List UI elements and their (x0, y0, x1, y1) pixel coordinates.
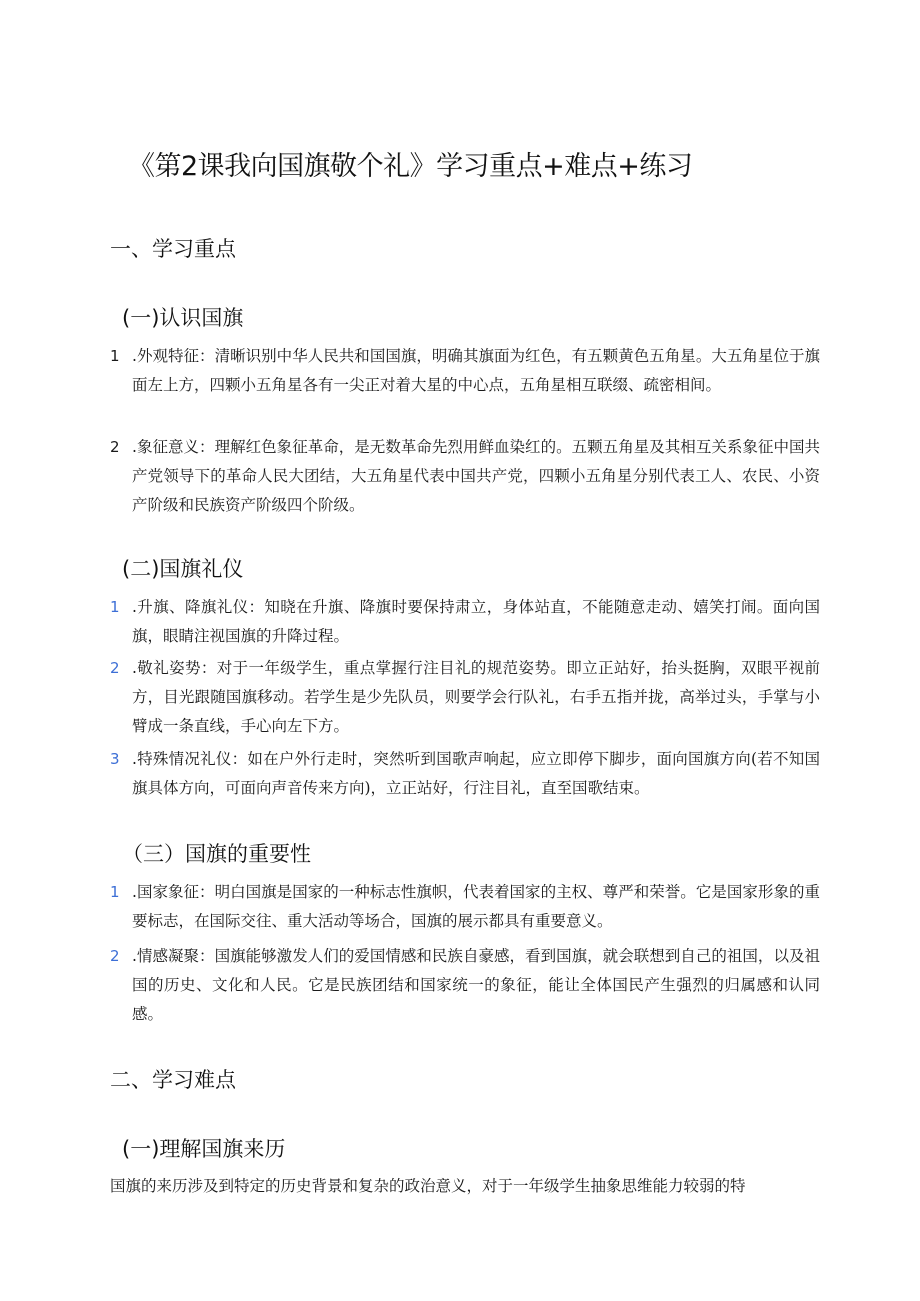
list-item-text: .国家象征：明白国旗是国家的一种标志性旗帜，代表着国家的主权、尊严和荣誉。它是国家形象的重要标志，在国际交往、重大活动等场合，国旗的展示都具有重要意义。 (132, 883, 820, 930)
list-item-text: .升旗、降旗礼仪：知晓在升旗、降旗时要保持肃立，身体站直，不能随意走动、嬉笑打闹。面向国旗，眼睛注视国旗的升降过程。 (132, 598, 820, 645)
list-item (110, 745, 820, 803)
list-item-number: 1 (110, 883, 120, 901)
list-item-number: 2 (110, 659, 120, 677)
list-item (110, 593, 820, 651)
list-item (110, 342, 820, 400)
list-item-number: 1 (110, 347, 120, 365)
list-item-number: 1 (110, 598, 120, 616)
document-title: 《第2课我向国旗敬个礼》学习重点+难点+练习 (128, 151, 693, 182)
list-item-text: .敬礼姿势：对于一年级学生，重点掌握行注目礼的规范姿势。即立正站好，抬头挺胸，双眼平视前方，目光跟随国旗移动。若学生是少先队员，则要学会行队礼，右手五指并拢，高举过头，手掌与小臂成一条直线，手心向左下方。 (132, 659, 820, 735)
list-item-number: 3 (110, 750, 120, 768)
list-item (110, 433, 820, 520)
list-item-number: 2 (110, 947, 120, 965)
section-heading-difficulties: 二、学习难点 (110, 1068, 236, 1092)
subsection-heading-flag-etiquette: (二)国旗礼仪 (122, 557, 244, 581)
list-item (110, 942, 820, 1029)
list-item-text: .特殊情况礼仪：如在户外行走时，突然听到国歌声响起，应立即停下脚步，面向国旗方向(若不知国旗具体方向，可面向声音传来方向)，立正站好，行注目礼，直至国歌结束。 (132, 750, 820, 797)
list-item (110, 878, 820, 936)
subsection-heading-flag-importance: （三）国旗的重要性 (122, 842, 311, 866)
list-item-text: .情感凝聚：国旗能够激发人们的爱国情感和民族自豪感，看到国旗，就会联想到自己的祖国，以及祖国的历史、文化和人民。它是民族团结和国家统一的象征，能让全体国民产生强烈的归属感和认同感。 (132, 947, 820, 1023)
list-item (110, 654, 820, 741)
list-item-text: .象征意义：理解红色象征革命，是无数革命先烈用鲜血染红的。五颗五角星及其相互关系象征中国共产党领导下的革命人民大团结，大五角星代表中国共产党，四颗小五角星分别代表工人、农民、小资产阶级和民族资产阶级四个阶级。 (132, 438, 820, 514)
list-item-number: 2 (110, 438, 120, 456)
list-item-text: .外观特征：清晰识别中华人民共和国国旗，明确其旗面为红色，有五颗黄色五角星。大五角星位于旗面左上方，四颗小五角星各有一尖正对着大星的中心点，五角星相互联缀、疏密相间。 (132, 347, 820, 394)
section-heading-key-points: 一、学习重点 (110, 237, 236, 261)
body-paragraph: 国旗的来历涉及到特定的历史背景和复杂的政治意义，对于一年级学生抽象思维能力较弱的特 (110, 1177, 746, 1195)
subsection-heading-flag-origin: (一)理解国旗来历 (122, 1137, 286, 1161)
subsection-heading-recognize-flag: (一)认识国旗 (122, 306, 244, 330)
